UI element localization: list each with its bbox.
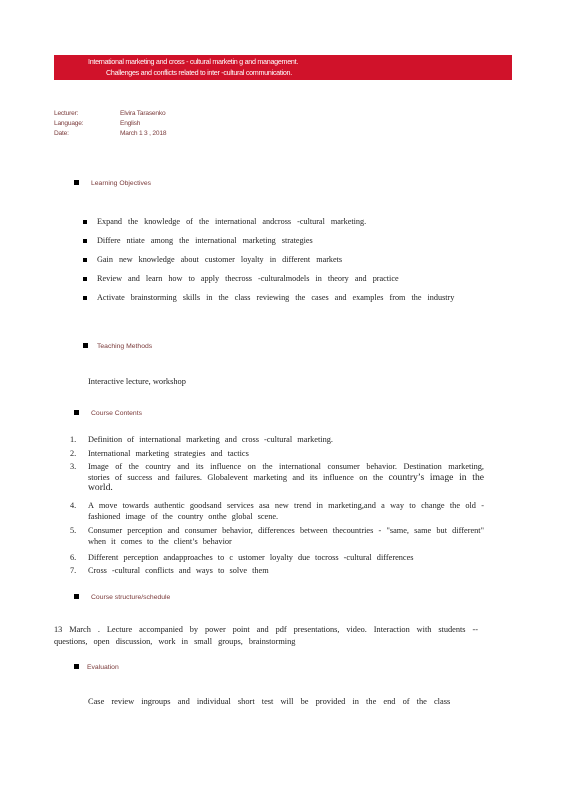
meta-language-key: Language:	[54, 120, 84, 127]
section-title: Learning Objectives	[91, 180, 152, 187]
section-learning-objectives	[74, 180, 151, 187]
meta-date-value: March 1 3 , 2018	[120, 130, 167, 137]
bullet-icon	[83, 239, 87, 243]
meta-date-key: Date:	[54, 130, 69, 137]
schedule-text: 13 March . Lecture accompanied by power point and pdf presentations, video. Interaction with students -- questions, open discussion, work in small groups, brainstorming	[54, 625, 478, 646]
bullet-icon	[83, 277, 87, 281]
meta-lecturer-value: Elvira Tarasenko	[120, 110, 166, 117]
square-bullet-icon	[74, 594, 79, 599]
title-line-1: International marketing and cross - cultural marketin g and management.	[88, 57, 299, 66]
bullet-icon	[83, 296, 87, 300]
section-course-contents	[74, 410, 142, 417]
section-title: Course Contents	[91, 410, 143, 417]
title-line-2: Challenges and conflicts related to inter -cultural communication.	[106, 68, 292, 77]
square-bullet-icon	[74, 180, 79, 185]
bullet-icon	[83, 220, 87, 224]
section-title: Evaluation	[87, 664, 119, 671]
square-bullet-icon	[74, 664, 79, 669]
methods-text: Interactive lecture, workshop	[88, 377, 186, 386]
section-course-schedule	[74, 594, 170, 601]
meta-lecturer-key: Lecturer:	[54, 110, 79, 117]
section-teaching-methods	[83, 343, 152, 350]
section-title: Teaching Methods	[97, 343, 153, 350]
evaluation-text: Case review ingroups and individual short test will be provided in the end of the class	[88, 697, 451, 706]
section-title: Course structure/schedule	[91, 594, 171, 601]
title-banner	[54, 55, 512, 80]
section-evaluation	[74, 664, 119, 671]
square-bullet-icon	[83, 343, 88, 348]
meta-language-value: English	[120, 120, 141, 127]
bullet-icon	[83, 258, 87, 262]
square-bullet-icon	[74, 410, 79, 415]
